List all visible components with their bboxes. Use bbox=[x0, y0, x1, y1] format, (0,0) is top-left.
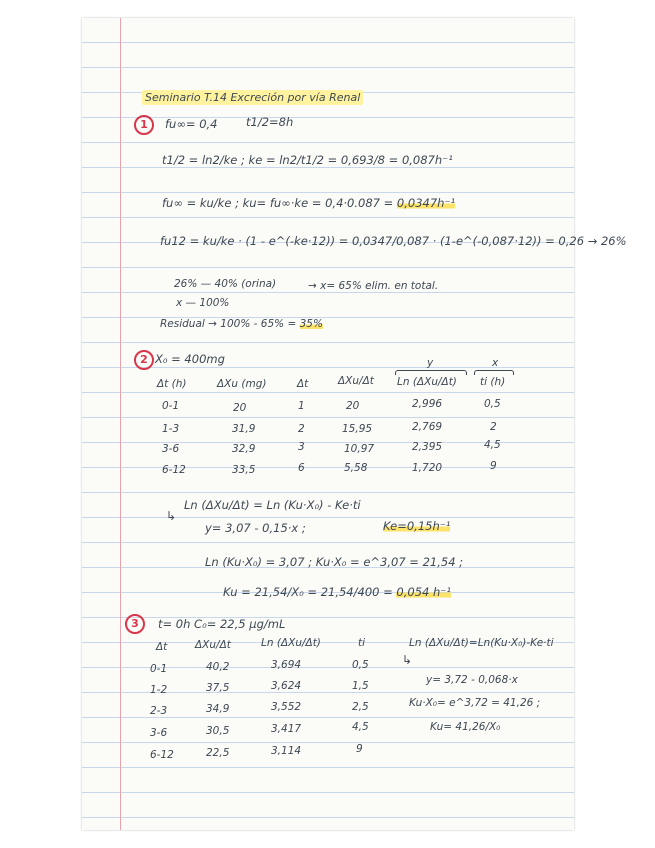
ex2-cell: 2 bbox=[298, 423, 305, 435]
ex2-header-cell: ΔXu/Δt bbox=[338, 375, 374, 387]
ex2-cell: 1-3 bbox=[162, 423, 180, 435]
ex3-header-cell: Ln (ΔXu/Δt) bbox=[261, 637, 321, 649]
ex2-cell: 0-1 bbox=[162, 400, 180, 412]
ex2-intercept: Ln (Ku·X₀) = 3,07 ; Ku·X₀ = e^3,07 = 21,54 ; bbox=[205, 555, 464, 569]
ex3-cell: 1-2 bbox=[150, 684, 168, 696]
ex3-cell: 3,694 bbox=[271, 659, 302, 671]
ex3-cell: 40,2 bbox=[206, 661, 230, 673]
ex2-cell: 2,996 bbox=[412, 398, 443, 410]
ex3-intercept: Ku·X₀= e^3,72 = 41,26 ; bbox=[409, 697, 541, 709]
ex2-ku-result: Ku = 21,54/X₀ = 21,54/400 = 0,054 h⁻¹ bbox=[223, 585, 451, 599]
ex3-cell: 3,552 bbox=[271, 701, 302, 713]
ex1-line-ke: t1/2 = ln2/ke ; ke = ln2/t1/2 = 0,693/8 = 0,087h⁻¹ bbox=[162, 153, 453, 167]
ex2-y-brace bbox=[395, 370, 467, 375]
ex3-cell: 30,5 bbox=[206, 725, 230, 737]
ex1-given-fu: fu∞= 0,4 bbox=[165, 117, 218, 131]
ex1-line-fu12: fu12 = ku/ke · (1 - e^(-ke·12)) = 0,0347/0,087 · (1-e^(-0,087·12)) = 0,26 → 26% bbox=[160, 234, 627, 248]
ex2-cell: 6 bbox=[298, 462, 305, 474]
ex3-cell: 2,5 bbox=[352, 701, 369, 713]
ex3-arrow-hook: ↳ bbox=[402, 653, 413, 667]
ex2-cell: 1,720 bbox=[412, 462, 443, 474]
ex1-rule-row-1: 26% — 40% (orina) bbox=[174, 278, 277, 290]
ex3-cell: 2-3 bbox=[150, 705, 168, 717]
ex2-header-cell: Ln (ΔXu/Δt) bbox=[397, 376, 457, 388]
ex3-cell: 3,624 bbox=[271, 680, 302, 692]
ex3-regression: y= 3,72 - 0,068·x bbox=[426, 674, 518, 686]
ex2-cell: 3-6 bbox=[162, 443, 180, 455]
exercise-1-number: 1 bbox=[134, 115, 154, 135]
ex3-cell: 22,5 bbox=[206, 747, 230, 759]
ex3-cell: 4,5 bbox=[352, 721, 369, 733]
ex3-header-cell: Δt bbox=[156, 641, 168, 653]
ex3-cell: 34,9 bbox=[206, 703, 230, 715]
ex2-cell: 10,97 bbox=[344, 443, 375, 455]
ex2-equation-linear: Ln (ΔXu/Δt) = Ln (Ku·X₀) - Ke·ti bbox=[184, 498, 361, 512]
ex2-cell: 6-12 bbox=[162, 464, 186, 476]
ex2-header-cell: Δt bbox=[297, 378, 309, 390]
ex3-given: t= 0h C₀= 22,5 μg/mL bbox=[158, 617, 286, 631]
ex3-header-cell: ti bbox=[358, 637, 366, 649]
ex3-equation-linear: Ln (ΔXu/Δt)=Ln(Ku·X₀)-Ke·ti bbox=[409, 637, 554, 649]
ex2-x0: X₀ = 400mg bbox=[155, 352, 225, 366]
ex1-line-ku: fu∞ = ku/ke ; ku= fu∞·ke = 0,4·0.087 = 0,0347h⁻¹ bbox=[162, 196, 456, 210]
ex2-cell: 1 bbox=[298, 400, 305, 412]
ex1-given-half-life: t1/2=8h bbox=[246, 115, 294, 129]
ex2-col-y-label: y bbox=[427, 357, 434, 369]
margin-line bbox=[120, 18, 121, 830]
ex3-ku-formula: Ku= 41,26/X₀ bbox=[430, 721, 501, 733]
ex2-cell: 20 bbox=[346, 400, 360, 412]
ex3-cell: 0-1 bbox=[150, 663, 168, 675]
ex2-cell: 32,9 bbox=[232, 443, 256, 455]
ex2-cell: 3 bbox=[298, 441, 305, 453]
ex3-cell: 37,5 bbox=[206, 682, 230, 694]
page-title: Seminario T.14 Excreción por vía Renal bbox=[142, 92, 363, 103]
ex1-residual: Residual → 100% - 65% = 35% bbox=[160, 318, 323, 330]
ex2-x-brace bbox=[474, 370, 514, 375]
ex3-header-cell: ΔXu/Δt bbox=[195, 639, 231, 651]
ex2-regression: y= 3,07 - 0,15·x ; bbox=[205, 521, 306, 535]
ex2-cell: 4,5 bbox=[484, 439, 501, 451]
ex3-cell: 3,417 bbox=[271, 723, 302, 735]
ex3-cell: 6-12 bbox=[150, 749, 174, 761]
ex2-cell: 20 bbox=[233, 402, 247, 414]
ex2-header-cell: ΔXu (mg) bbox=[217, 378, 267, 390]
ex2-cell: 2,395 bbox=[412, 441, 443, 453]
ex2-cell: 33,5 bbox=[232, 464, 256, 476]
exercise-3-number: 3 bbox=[125, 614, 145, 634]
exercise-2-number: 2 bbox=[134, 350, 154, 370]
ex1-rule-result: → x= 65% elim. en total. bbox=[308, 280, 439, 292]
ex2-arrow-hook: ↳ bbox=[166, 509, 177, 523]
ex2-cell: 2,769 bbox=[412, 421, 443, 433]
ex2-cell: 31,9 bbox=[232, 423, 256, 435]
ex3-cell: 3-6 bbox=[150, 727, 168, 739]
ex2-cell: 2 bbox=[490, 421, 497, 433]
ex2-ke-result: Ke=0,15h⁻¹ bbox=[383, 519, 451, 533]
ex2-cell: 9 bbox=[490, 460, 497, 472]
ex2-cell: 15,95 bbox=[342, 423, 373, 435]
ex2-col-x-label: x bbox=[492, 357, 499, 369]
ex2-header-cell: Δt (h) bbox=[157, 378, 187, 390]
ex2-cell: 5,58 bbox=[344, 462, 368, 474]
ex2-cell: 0,5 bbox=[484, 398, 501, 410]
ex3-cell: 1,5 bbox=[352, 680, 369, 692]
ex3-cell: 9 bbox=[356, 743, 363, 755]
ex1-rule-row-2: x — 100% bbox=[176, 297, 230, 309]
ex3-cell: 3,114 bbox=[271, 745, 302, 757]
ex2-header-cell: ti (h) bbox=[480, 376, 506, 388]
ex3-cell: 0,5 bbox=[352, 659, 369, 671]
